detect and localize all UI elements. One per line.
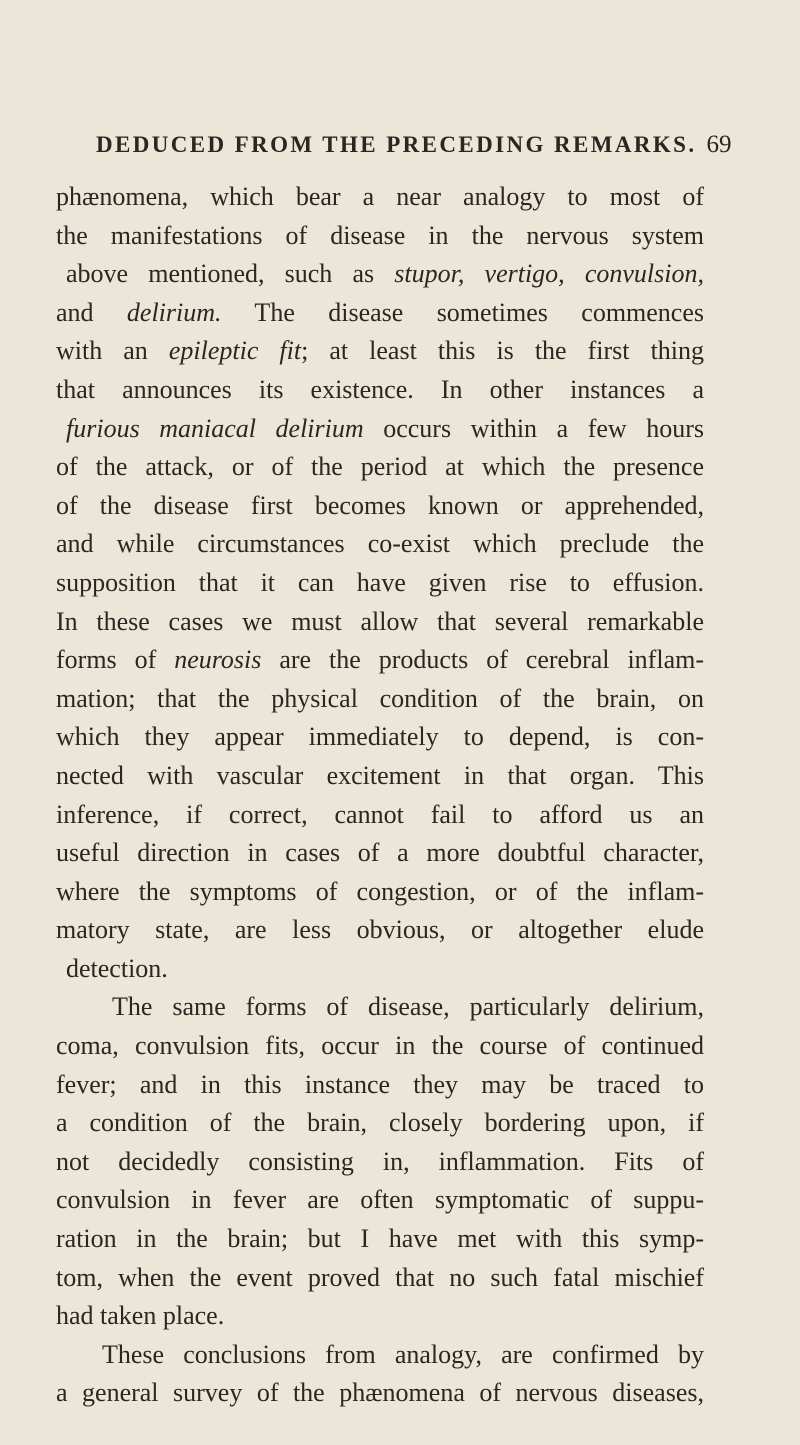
italic-term: neurosis	[174, 645, 262, 675]
running-head-title: DEDUCED FROM THE PRECEDING REMARKS.	[96, 132, 697, 157]
text-line: detection.	[66, 953, 168, 983]
text-line: a general survey of the phænomena of nervous diseases,	[56, 1378, 704, 1408]
text-line: above mentioned, such as stupor, vertigo, convulsion,	[66, 259, 704, 289]
page-number: 69	[706, 131, 732, 158]
text-line: a condition of the brain, closely bordering upon, if	[56, 1108, 704, 1138]
text-line: of the attack, or of the period at which the presence	[56, 452, 704, 482]
text-line: and delirium. The disease sometimes commences	[56, 297, 704, 327]
text-line: with an epileptic fit; at least this is the first thing	[56, 336, 705, 366]
text-line: useful direction in cases of a more doubtful character,	[56, 838, 704, 868]
text-line: These conclusions from analogy, are confirmed by	[102, 1339, 704, 1369]
text-line: In these cases we must allow that several remarkable	[56, 606, 704, 636]
text-line: of the disease first becomes known or apprehended,	[56, 490, 704, 520]
text-line: forms of neurosis are the products of cerebral inflam-	[56, 645, 704, 675]
text-line: phænomena, which bear a near analogy to most of	[56, 182, 704, 211]
text-line: which they appear immediately to depend, is con-	[56, 722, 704, 752]
text-line: furious maniacal delirium occurs within a few hours	[66, 413, 704, 443]
text-line: fever; and in this instance they may be traced to	[56, 1069, 704, 1099]
text-line: that announces its existence. In other instances a	[56, 374, 704, 404]
text-line: ration in the brain; but I have met with this symp-	[56, 1224, 704, 1254]
italic-term: epileptic fit	[168, 336, 302, 366]
italic-term: delirium.	[126, 297, 222, 327]
running-head	[96, 131, 732, 159]
italic-term: stupor, vertigo, convulsion,	[394, 259, 704, 289]
text-line: the manifestations of disease in the nervous system	[56, 220, 704, 250]
text-line: had taken place.	[56, 1301, 225, 1331]
text-line: supposition that it can have given rise to effusion.	[56, 567, 704, 597]
text-line: matory state, are less obvious, or altogether elude	[56, 915, 704, 945]
italic-term: furious maniacal delirium	[66, 413, 364, 443]
text-line: convulsion in fever are often symptomatic of suppu-	[56, 1185, 704, 1215]
text-line: The same forms of disease, particularly delirium,	[112, 992, 704, 1022]
text-line: tom, when the event proved that no such fatal mischief	[56, 1262, 704, 1292]
text-line: and while circumstances co-exist which preclude the	[56, 529, 704, 559]
text-line: nected with vascular excitement in that organ. This	[56, 760, 704, 790]
text-line: inference, if correct, cannot fail to afford us an	[56, 799, 704, 829]
text-line: coma, convulsion fits, occur in the course of continued	[56, 1031, 704, 1061]
text-line: not decidedly consisting in, inflammation. Fits of	[56, 1146, 704, 1176]
body-text	[56, 178, 704, 1413]
text-line: where the symptoms of congestion, or of the inflam-	[56, 876, 704, 906]
text-line: mation; that the physical condition of the brain, on	[56, 683, 704, 713]
